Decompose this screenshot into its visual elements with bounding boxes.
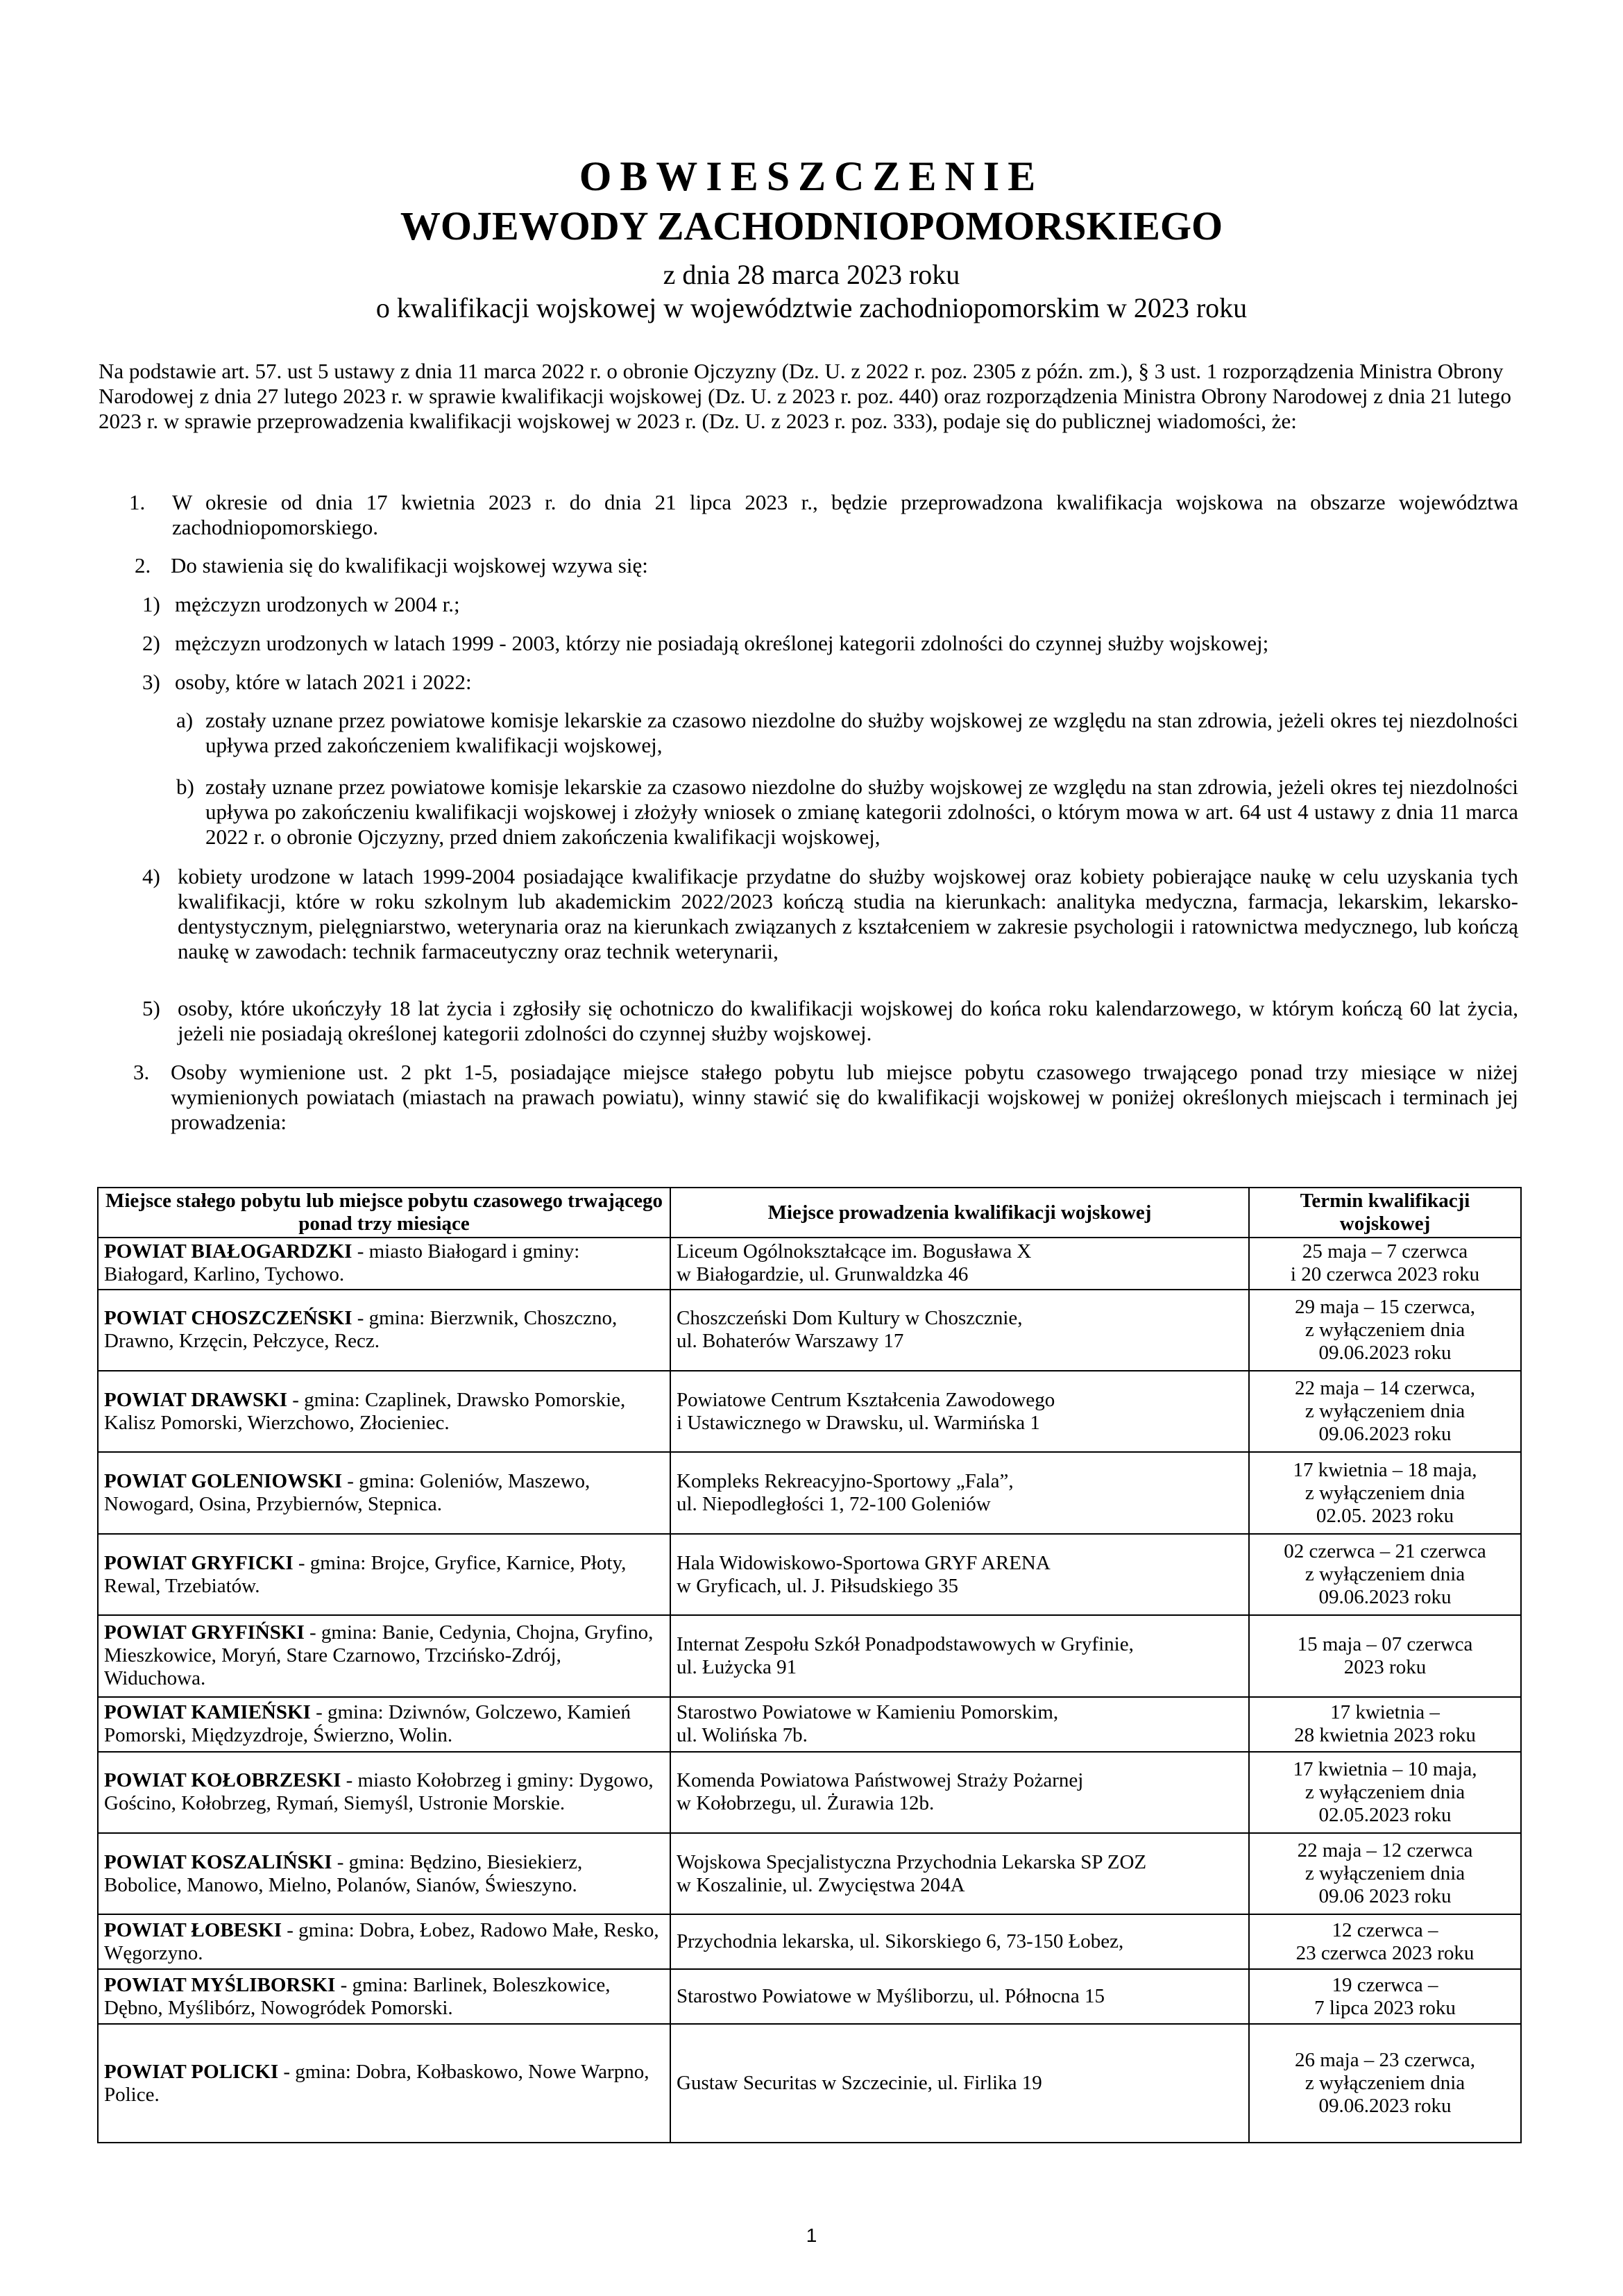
- document-date: z dnia 28 marca 2023 roku: [663, 259, 960, 290]
- subpoint-text: kobiety urodzone w latach 1999-2004 posiadające kwalifikacje przydatne do służby wojskowej oraz kobiety pobierające naukę w celu uzyskania tych kwalifikacji, które w roku szkolnym lub akademickim 2022/2023 kończą studia na kierunkach: analityka medyczna, farmacja, lekarskim, lekarsko-dentystycznym, pielęgniarstwo, weterynaria oraz na kierunkach związanych z kształceniem w zakresie psychologii i ratownictwa medycznego, lub kończą naukę w zawodach: technik farmaceutyczny oraz technik weterynarii,: [178, 864, 1518, 963]
- residence-cell: [98, 1452, 670, 1533]
- residence-cell: [98, 1238, 670, 1290]
- term-cell: 12 czerwca – 23 czerwca 2023 roku: [1249, 1914, 1521, 1969]
- location-cell: Powiatowe Centrum Kształcenia Zawodowego i Ustawicznego w Drawsku, ul. Warmińska 1: [670, 1371, 1249, 1452]
- district-area: - gmina: Czaplinek, Drawsko Pomorskie, Kalisz Pomorski, Wierzchowo, Złocieniec.: [104, 1388, 626, 1434]
- residence-cell: [98, 1752, 670, 1833]
- district-area: - gmina: Banie, Cedynia, Chojna, Gryfino, Mieszkowice, Moryń, Stare Czarnowo, Trzcińsko-Zdrój, Widuchowa.: [104, 1621, 654, 1690]
- district-name: POWIAT GRYFIŃSKI: [104, 1621, 305, 1644]
- table-row: [98, 1452, 1521, 1533]
- letter-item-marker: a): [176, 708, 194, 732]
- residence-cell: [98, 1290, 670, 1371]
- location-cell: Starostwo Powiatowe w Kamieniu Pomorskim, ul. Wolińska 7b.: [670, 1697, 1249, 1752]
- term-cell: 22 maja – 14 czerwca, z wyłączeniem dnia 09.06.2023 roku: [1249, 1371, 1521, 1452]
- point-text: Do stawienia się do kwalifikacji wojskowej wzywa się:: [171, 553, 648, 577]
- subpoint-number: 3): [142, 670, 160, 694]
- table-row: [98, 1615, 1521, 1696]
- table-row: [98, 1969, 1521, 2024]
- residence-cell: [98, 1833, 670, 1914]
- residence-cell: [98, 1615, 670, 1696]
- district-name: POWIAT BIAŁOGARDZKI: [104, 1240, 352, 1263]
- location-cell: Starostwo Powiatowe w Myśliborzu, ul. Północna 15: [670, 1969, 1249, 2024]
- point-text: Osoby wymienione ust. 2 pkt 1-5, posiadające miejsce stałego pobytu lub miejsce pobytu czasowego trwającego ponad trzy miesiące w niżej wymienionych powiatach (miastach na prawach powiatu), winny stawić się do kwalifikacji wojskowej w poniżej określonych miejscach i terminach jej prowadzenia:: [171, 1060, 1518, 1134]
- letter-item-marker: b): [176, 775, 194, 799]
- term-cell: 22 maja – 12 czerwca z wyłączeniem dnia 09.06 2023 roku: [1249, 1833, 1521, 1914]
- residence-cell: [98, 1697, 670, 1752]
- district-area: - gmina: Brojce, Gryfice, Karnice, Płoty, Rewal, Trzebiatów.: [104, 1551, 627, 1597]
- subpoint-text: osoby, które w latach 2021 i 2022:: [175, 670, 472, 694]
- residence-cell: [98, 2024, 670, 2143]
- table-row: [98, 1371, 1521, 1452]
- term-cell: 15 maja – 07 czerwca 2023 roku: [1249, 1615, 1521, 1696]
- legal-basis-paragraph: Na podstawie art. 57. ust 5 ustawy z dnia 11 marca 2022 r. o obronie Ojczyzny (Dz. U. z 2022 r. poz. 2305 z późn. zm.), § 3 ust. 1 rozporządzenia Ministra Obrony Narodowej z dnia 27 lutego 2023 r. w sprawie kwalifikacji wojskowej (Dz. U. z 2023 r. poz. 440) oraz rozporządzenia Ministra Obrony Narodowej z dnia 21 lutego 2023 r. w sprawie przeprowadzenia kwalifikacji wojskowej w 2023 r. (Dz. U. z 2023 r. poz. 333), podaje się do publicznej wiadomości, że:: [99, 359, 1511, 433]
- term-cell: 02 czerwca – 21 czerwca z wyłączeniem dnia 09.06.2023 roku: [1249, 1534, 1521, 1615]
- location-cell: Przychodnia lekarska, ul. Sikorskiego 6, 73-150 Łobez,: [670, 1914, 1249, 1969]
- district-area: - gmina: Bierzwnik, Choszczno, Drawno, Krzęcin, Pełczyce, Recz.: [104, 1307, 618, 1353]
- location-cell: Komenda Powiatowa Państwowej Straży Pożarnej w Kołobrzegu, ul. Żurawia 12b.: [670, 1752, 1249, 1833]
- document-subtitle: WOJEWODY ZACHODNIOPOMORSKIEGO: [400, 203, 1223, 248]
- district-name: POWIAT GRYFICKI: [104, 1551, 294, 1574]
- location-cell: Liceum Ogólnokształcące im. Bogusława X w Białogardzie, ul. Grunwaldzka 46: [670, 1238, 1249, 1290]
- table-row: [98, 1914, 1521, 1969]
- table-row: [98, 1752, 1521, 1833]
- subpoint-text: mężczyzn urodzonych w 2004 r.;: [175, 592, 460, 616]
- point-number: 1.: [129, 490, 146, 514]
- subpoint-number: 5): [142, 996, 160, 1020]
- subpoint-text: osoby, które ukończyły 18 lat życia i zgłosiły się ochotniczo do kwalifikacji wojskowej do końca roku kalendarzowego, w którym kończą 60 lat życia, jeżeli nie posiadają określonej kategorii zdolności do czynnej służby wojskowej.: [178, 996, 1518, 1045]
- district-name: POWIAT KOSZALIŃSKI: [104, 1850, 332, 1873]
- district-name: POWIAT POLICKI: [104, 2060, 279, 2083]
- table-row: [98, 1290, 1521, 1371]
- location-cell: Gustaw Securitas w Szczecinie, ul. Firlika 19: [670, 2024, 1249, 2143]
- term-cell: 29 maja – 15 czerwca, z wyłączeniem dnia 09.06.2023 roku: [1249, 1290, 1521, 1371]
- subpoint-number: 2): [142, 631, 160, 655]
- residence-cell: [98, 1969, 670, 2024]
- table-row: [98, 1534, 1521, 1615]
- district-area: - gmina: Goleniów, Maszewo, Nowogard, Osina, Przybiernów, Stepnica.: [104, 1470, 590, 1516]
- district-name: POWIAT CHOSZCZEŃSKI: [104, 1307, 352, 1330]
- column-header-residence: Miejsce stałego pobytu lub miejsce pobytu czasowego trwającego ponad trzy miesiące: [98, 1188, 670, 1238]
- district-name: POWIAT DRAWSKI: [104, 1388, 288, 1411]
- location-cell: Kompleks Rekreacyjno-Sportowy „Fala”, ul. Niepodległości 1, 72-100 Goleniów: [670, 1452, 1249, 1533]
- location-cell: Internat Zespołu Szkół Ponadpodstawowych w Gryfinie, ul. Łużycka 91: [670, 1615, 1249, 1696]
- table-row: [98, 1238, 1521, 1290]
- document-subject: o kwalifikacji wojskowej w województwie zachodniopomorskim w 2023 roku: [375, 292, 1248, 323]
- term-cell: 19 czerwca – 7 lipca 2023 roku: [1249, 1969, 1521, 2024]
- column-header-location: Miejsce prowadzenia kwalifikacji wojskowej: [670, 1188, 1249, 1238]
- point-number: 3.: [133, 1060, 150, 1084]
- term-cell: 17 kwietnia – 10 maja, z wyłączeniem dnia 02.05.2023 roku: [1249, 1752, 1521, 1833]
- term-cell: 17 kwietnia – 18 maja, z wyłączeniem dnia 02.05. 2023 roku: [1249, 1452, 1521, 1533]
- residence-cell: [98, 1914, 670, 1969]
- district-name: POWIAT GOLENIOWSKI: [104, 1470, 342, 1493]
- district-name: POWIAT KOŁOBRZESKI: [104, 1769, 341, 1792]
- district-name: POWIAT MYŚLIBORSKI: [104, 1973, 336, 1996]
- district-area: - miasto Białogard i gminy: Białogard, Karlino, Tychowo.: [104, 1240, 580, 1286]
- district-name: POWIAT KAMIEŃSKI: [104, 1701, 311, 1724]
- letter-item-text: zostały uznane przez powiatowe komisje lekarskie za czasowo niezdolne do służby wojskowej ze względu na stan zdrowia, jeżeli okres tej niezdolności upływa przed zakończeniem kwalifikacji wojskowej,: [205, 708, 1518, 757]
- point-text: W okresie od dnia 17 kwietnia 2023 r. do dnia 21 lipca 2023 r., będzie przeprowadzona kwalifikacja wojskowa na obszarze województwa zachodniopomorskiego.: [172, 490, 1518, 539]
- table-row: [98, 1697, 1521, 1752]
- location-cell: Hala Widowiskowo-Sportowa GRYF ARENA w Gryficach, ul. J. Piłsudskiego 35: [670, 1534, 1249, 1615]
- location-cell: Wojskowa Specjalistyczna Przychodnia Lekarska SP ZOZ w Koszalinie, ul. Zwycięstwa 204A: [670, 1833, 1249, 1914]
- district-area: - gmina: Dziwnów, Golczewo, Kamień Pomorski, Międzyzdroje, Świerzno, Wolin.: [104, 1701, 631, 1747]
- document-title: OBWIESZCZENIE: [579, 153, 1044, 199]
- residence-cell: [98, 1371, 670, 1452]
- table-header-row: [98, 1188, 1521, 1238]
- district-area: - gmina: Dobra, Kołbaskowo, Nowe Warpno, Police.: [104, 2060, 649, 2106]
- table-row: [98, 2024, 1521, 2143]
- table-row: [98, 1833, 1521, 1914]
- district-area: - gmina: Barlinek, Boleszkowice, Dębno, Myślibórz, Nowogródek Pomorski.: [104, 1973, 611, 2019]
- letter-item-text: zostały uznane przez powiatowe komisje lekarskie za czasowo niezdolne do służby wojskowej ze względu na stan zdrowia, jeżeli okres tej niezdolności upływa po zakończeniu kwalifikacji wojskowej i złożyły wniosek o zmianę kategorii zdolności, o którym mowa w art. 64 ust 4 ustawy z dnia 11 marca 2022 r. o obronie Ojczyzny, przed dniem zakończenia kwalifikacji wojskowej,: [205, 775, 1518, 849]
- point-number: 2.: [135, 553, 151, 577]
- district-area: - gmina: Będzino, Biesiekierz, Bobolice, Manowo, Mielno, Polanów, Sianów, Świeszyno.: [104, 1850, 583, 1896]
- residence-cell: [98, 1534, 670, 1615]
- district-area: - gmina: Dobra, Łobez, Radowo Małe, Resko, Węgorzyno.: [104, 1918, 659, 1964]
- column-header-term: Termin kwalifikacji wojskowej: [1249, 1188, 1521, 1238]
- subpoint-number: 4): [142, 864, 160, 888]
- term-cell: 26 maja – 23 czerwca, z wyłączeniem dnia 09.06.2023 roku: [1249, 2024, 1521, 2143]
- term-cell: 25 maja – 7 czerwca i 20 czerwca 2023 roku: [1249, 1238, 1521, 1290]
- qualification-schedule-table: [97, 1187, 1522, 2143]
- district-area: - miasto Kołobrzeg i gminy: Dygowo, Gościno, Kołobrzeg, Rymań, Siemyśl, Ustronie Morskie.: [104, 1769, 654, 1815]
- location-cell: Choszczeński Dom Kultury w Choszcznie, ul. Bohaterów Warszawy 17: [670, 1290, 1249, 1371]
- page-number: 1: [806, 2225, 817, 2246]
- subpoint-number: 1): [142, 592, 160, 616]
- subpoint-text: mężczyzn urodzonych w latach 1999 - 2003, którzy nie posiadają określonej kategorii zdolności do czynnej służby wojskowej;: [175, 631, 1269, 655]
- term-cell: 17 kwietnia – 28 kwietnia 2023 roku: [1249, 1697, 1521, 1752]
- district-name: POWIAT ŁOBESKI: [104, 1918, 282, 1941]
